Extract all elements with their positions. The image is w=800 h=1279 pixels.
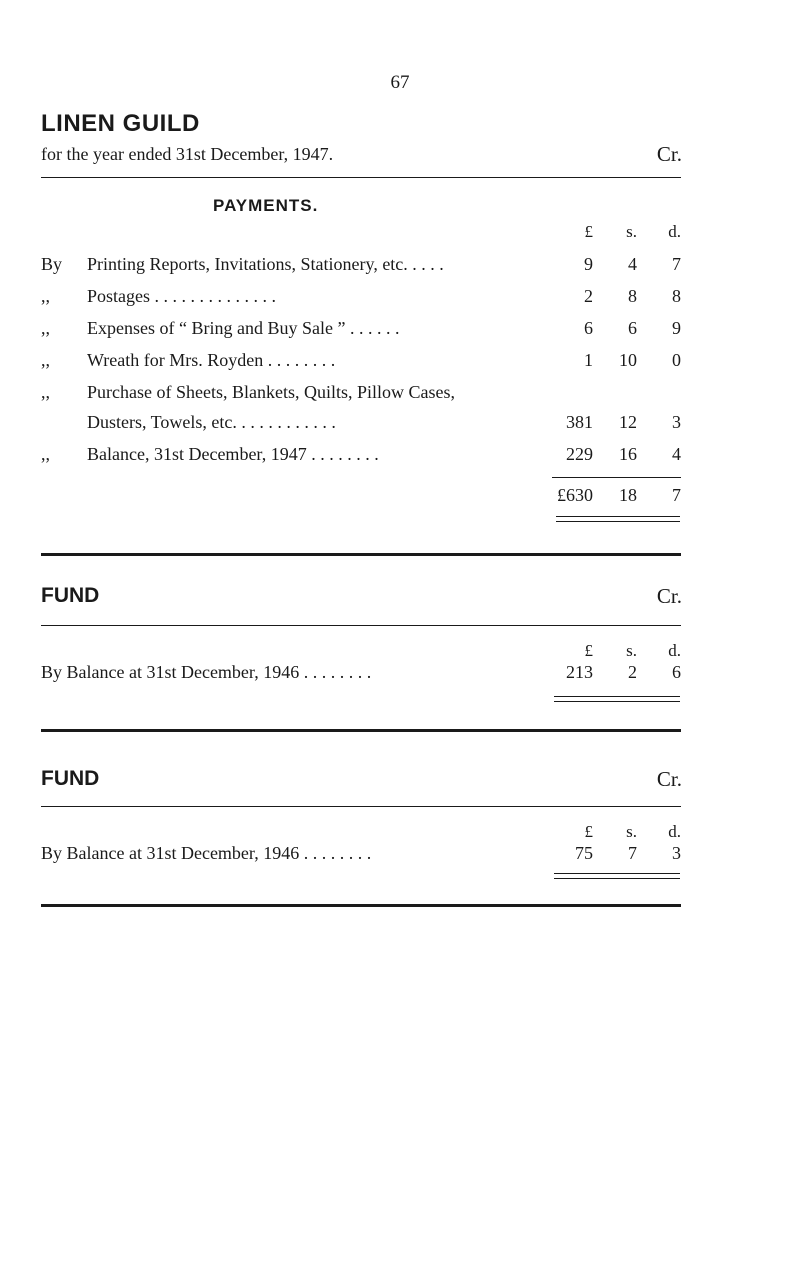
row-pounds: 1: [584, 350, 593, 370]
payment-row: [41, 350, 681, 378]
col-pounds: £: [584, 222, 593, 241]
payment-row: [41, 412, 681, 440]
row-pence: 6: [672, 662, 681, 682]
page-title: LINEN GUILD: [41, 110, 200, 137]
col-pence: d.: [668, 222, 681, 241]
section-separator: [41, 553, 681, 556]
row-pence: 7: [672, 254, 681, 274]
payment-row: [41, 318, 681, 346]
payment-row: [41, 254, 681, 282]
fund-heading: FUND: [41, 584, 100, 607]
col-pounds: £: [584, 641, 593, 660]
col-pounds: £: [584, 822, 593, 841]
fund-double-rule: [554, 696, 680, 702]
fund-credit-label: Cr.: [656, 584, 682, 608]
fund-column-headers: [41, 822, 681, 844]
payments-column-headers: [41, 222, 681, 246]
page-subtitle: for the year ended 31st December, 1947.: [41, 144, 334, 164]
row-description: Purchase of Sheets, Blankets, Quilts, Pillow Cases,: [87, 382, 455, 402]
fund-top-rule: [41, 625, 681, 626]
row-prefix: ,,: [41, 286, 50, 306]
row-description: By Balance at 31st December, 1946 . . . . . . . .: [41, 843, 372, 863]
page-number: 67: [390, 72, 410, 93]
total-double-rule: [556, 516, 680, 522]
col-shillings: s.: [626, 222, 637, 241]
col-shillings: s.: [626, 641, 637, 660]
row-prefix: ,,: [41, 444, 50, 464]
row-pounds: 2: [584, 286, 593, 306]
payments-total-row: [41, 485, 681, 513]
row-prefix: ,,: [41, 382, 50, 402]
row-shillings: 7: [628, 843, 637, 863]
row-shillings: 8: [628, 286, 637, 306]
row-pounds: 6: [584, 318, 593, 338]
row-pence: 9: [672, 318, 681, 338]
fund-double-rule: [554, 873, 680, 879]
row-pounds: 229: [566, 444, 593, 464]
row-shillings: 4: [628, 254, 637, 274]
row-prefix: By: [41, 254, 63, 274]
row-description: Expenses of “ Bring and Buy Sale ” . . . . . .: [87, 318, 400, 338]
row-pounds: 9: [584, 254, 593, 274]
fund-row: [41, 662, 681, 690]
row-prefix: ,,: [41, 318, 50, 338]
row-pounds: 75: [575, 843, 593, 863]
fund-row: [41, 843, 681, 871]
fund-heading: FUND: [41, 767, 100, 790]
row-description: Wreath for Mrs. Royden . . . . . . . .: [87, 350, 336, 370]
row-description: Dusters, Towels, etc. . . . . . . . . . . .: [87, 412, 336, 432]
row-pence: 8: [672, 286, 681, 306]
row-description: Balance, 31st December, 1947 . . . . . . . .: [87, 444, 379, 464]
credit-label: Cr.: [656, 142, 682, 166]
fund-column-headers: [41, 641, 681, 663]
row-pence: 3: [672, 412, 681, 432]
row-pence: 0: [672, 350, 681, 370]
row-shillings: 6: [628, 318, 637, 338]
row-shillings: 2: [628, 662, 637, 682]
row-prefix: ,,: [41, 350, 50, 370]
row-description: Printing Reports, Invitations, Stationery, etc. . . . .: [87, 254, 444, 274]
col-pence: d.: [668, 822, 681, 841]
total-pounds: £630: [557, 485, 593, 505]
payments-heading: PAYMENTS.: [213, 196, 319, 215]
row-pounds: 381: [566, 412, 593, 432]
row-pence: 4: [672, 444, 681, 464]
payment-row: [41, 382, 681, 410]
col-pence: d.: [668, 641, 681, 660]
payment-row: [41, 444, 681, 472]
fund-top-rule: [41, 806, 681, 807]
row-pence: 3: [672, 843, 681, 863]
row-shillings: 16: [619, 444, 637, 464]
payment-row: [41, 286, 681, 314]
top-rule: [41, 177, 681, 178]
row-description: Postages . . . . . . . . . . . . . .: [87, 286, 276, 306]
row-shillings: 10: [619, 350, 637, 370]
total-shillings: 18: [619, 485, 637, 505]
section-separator: [41, 729, 681, 732]
row-description: By Balance at 31st December, 1946 . . . . . . . .: [41, 662, 372, 682]
total-pence: 7: [672, 485, 681, 505]
row-shillings: 12: [619, 412, 637, 432]
section-separator: [41, 904, 681, 907]
fund-credit-label: Cr.: [656, 767, 682, 791]
total-rule: [552, 477, 681, 478]
row-pounds: 213: [566, 662, 593, 682]
col-shillings: s.: [626, 822, 637, 841]
